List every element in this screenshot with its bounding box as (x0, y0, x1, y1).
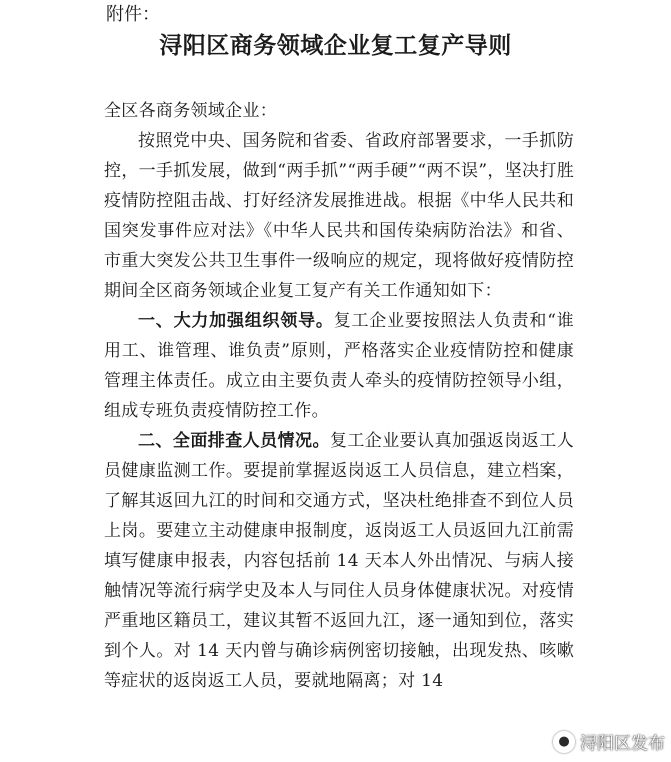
paragraph-intro (104, 126, 574, 306)
paragraph-text: 复工企业要认真加强返岗返工人员健康监测工作。要提前掌握返岗返工人员信息，建立档案，了解其返回九江的时间和交通方式，坚决杜绝排查不到位人员上岗。要建立主动健康申报制度，返岗返工人员返回九江前需填写健康申报表，内容包括前 14 天本人外出情况、与病人接触情况等流行病学史及本人与同住人员身体健康状况。对疫情严重地区籍员工，建议其暂不返回九江，逐一通知到位，落实到个人。对 14 天内曾与确诊病例密切接触，出现发热、咳嗽等症状的返岗返工人员，要就地隔离；对 14 (104, 431, 574, 691)
paragraph-text: 复工企业要按照法人负责和“谁用工、谁管理、谁负责”原则，严格落实企业疫情防控和健康管理主体责任。成立由主要负责人牵头的疫情防控领导小组，组成专班负责疫情防控工作。 (104, 311, 574, 421)
document-body (104, 96, 574, 696)
wechat-icon: ● (553, 731, 575, 753)
salutation: 全区各商务领域企业： (104, 101, 277, 121)
paragraph-heading: 一、大力加强组织领导。 (138, 311, 334, 331)
source-watermark (553, 729, 665, 754)
paragraph-heading: 二、全面排查人员情况。 (138, 431, 330, 451)
paragraph-organization (104, 306, 574, 426)
document-title: 浔阳区商务领域企业复工复产导则 (159, 33, 512, 59)
paragraph-text: 按照党中央、国务院和省委、省政府部署要求，一手抓防控，一手抓发展，做到“两手抓”“两手硬”“两不误”，坚决打胜疫情防控阻击战、打好经济发展推进战。根据《中华人民共和国突发事件应对法》《中华人民共和国传染病防治法》和省、市重大突发公共卫生事件一级响应的规定，现将做好疫情防控期间全区商务领域企业复工复产有关工作通知如下： (104, 131, 574, 301)
watermark-text: 浔阳区发布 (580, 734, 665, 754)
attachment-label: 附件： (106, 4, 160, 25)
paragraph-personnel (104, 426, 574, 696)
